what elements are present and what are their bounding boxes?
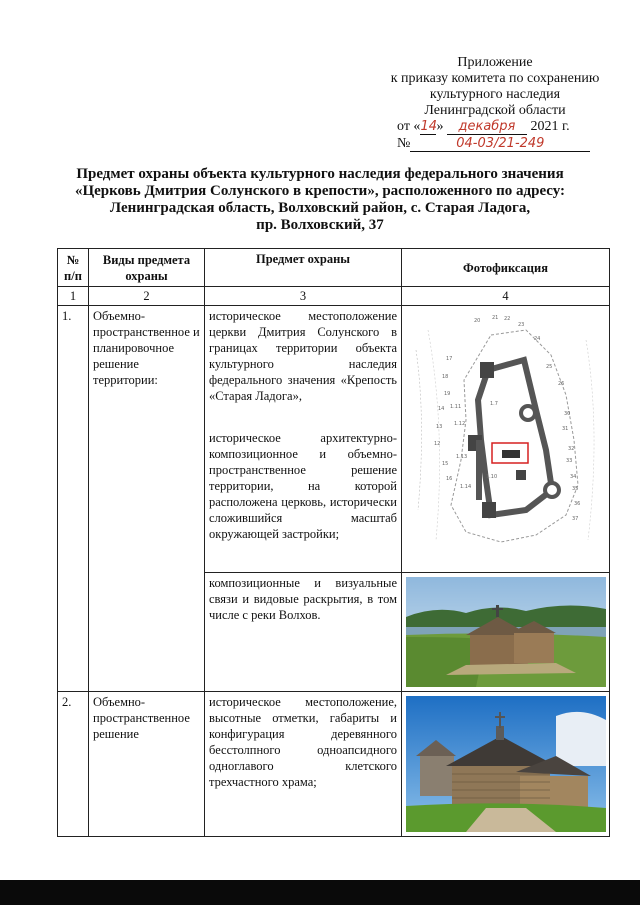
svg-text:1.11: 1.11 [450,404,462,410]
protection-subject-table [57,248,610,837]
row-type: Объемно-пространственное решение [89,692,205,837]
table-header-row [58,249,610,287]
column-header-subject: Предмет охраны [205,249,402,287]
svg-text:1.10: 1.10 [486,474,498,480]
appendix-line: культурного наследия [429,87,561,102]
svg-text:1.12: 1.12 [454,421,466,427]
scan-bottom-edge [0,880,640,905]
svg-text:30: 30 [564,411,571,417]
svg-text:32: 32 [568,446,575,452]
svg-text:35: 35 [572,486,579,492]
church-closeup-photo [406,696,606,832]
document-title: Предмет охраны объекта культурного наследия федерального значения «Церковь Дмитрия Солунского в крепости», расположенного по адресу: Ленинградская область, Волховский район, с. Старая Ладога, пр. Волховский, 37 [74,166,566,233]
row-type: Объемно-пространственное и планировочное решение территории: [89,306,205,692]
svg-text:24: 24 [534,336,541,342]
svg-text:1.7: 1.7 [490,401,498,407]
column-header-type: Виды предмета охраны [89,249,205,287]
date-month-handwritten: декабря [447,119,527,135]
appendix-line: Приложение [457,55,533,70]
table-row [58,692,610,837]
appendix-line: Ленинградской области [424,103,566,118]
date-day-handwritten: 14 [420,119,437,134]
svg-text:20: 20 [474,318,481,324]
svg-text:1.13: 1.13 [456,454,468,460]
svg-text:25: 25 [546,364,553,370]
svg-text:1.14: 1.14 [460,484,472,490]
svg-text:22: 22 [504,316,511,322]
row-subject: композиционные и визуальные связи и видовые раскрытия, в том числе с реки Волхов. [205,573,402,692]
column-header-number: № п/п [58,249,89,287]
order-number: № 04-03/21-249 [397,136,590,152]
order-number-handwritten: 04-03/21-249 [410,136,590,152]
svg-text:19: 19 [444,391,451,397]
svg-text:13: 13 [436,424,443,430]
church-landscape-photo [406,577,606,687]
svg-text:36: 36 [574,501,581,507]
church-photo-cell [402,692,610,837]
appendix-line: к приказу комитета по сохранению [390,71,600,86]
row-subject: историческое местоположение, высотные отметки, габариты и конфигурация деревянного бесстолпного одноапсидного одноглавого клетского трехчастного храма; [205,692,402,837]
date-year: 2021 г. [530,119,570,134]
row-number: 2. [58,692,89,837]
svg-text:31: 31 [562,426,569,432]
appendix-header [370,55,620,119]
svg-text:14: 14 [438,406,445,412]
landscape-photo-cell [402,573,610,692]
svg-text:15: 15 [442,461,449,467]
svg-text:37: 37 [572,516,579,522]
svg-text:23: 23 [518,322,525,328]
svg-text:26: 26 [558,381,565,387]
svg-text:33: 33 [566,458,573,464]
column-header-photo: Фотофиксация [402,249,610,287]
svg-text:17: 17 [446,356,453,362]
order-date: от «14» декабря 2021 г. [397,119,570,134]
svg-text:34: 34 [570,474,577,480]
column-number-row: 1 2 3 4 [58,287,610,306]
svg-text:18: 18 [442,374,449,380]
svg-text:12: 12 [434,441,441,447]
fortress-plan-cell [402,306,610,573]
row-number: 1. [58,306,89,692]
table-row [58,306,610,573]
fortress-plan-image [406,310,606,565]
svg-text:16: 16 [446,476,453,482]
svg-text:21: 21 [492,315,499,321]
row-subject: историческое местоположение церкви Дмитрия Солунского в границах территории объекта культурного наследия федерального значения «Крепость «Старая Ладога», историческое архитектурно-композиционное и объемно-пространственное решение территории, на которой расположена церковь, исторически сложившийся масштаб окружающей застройки; [205,306,402,573]
